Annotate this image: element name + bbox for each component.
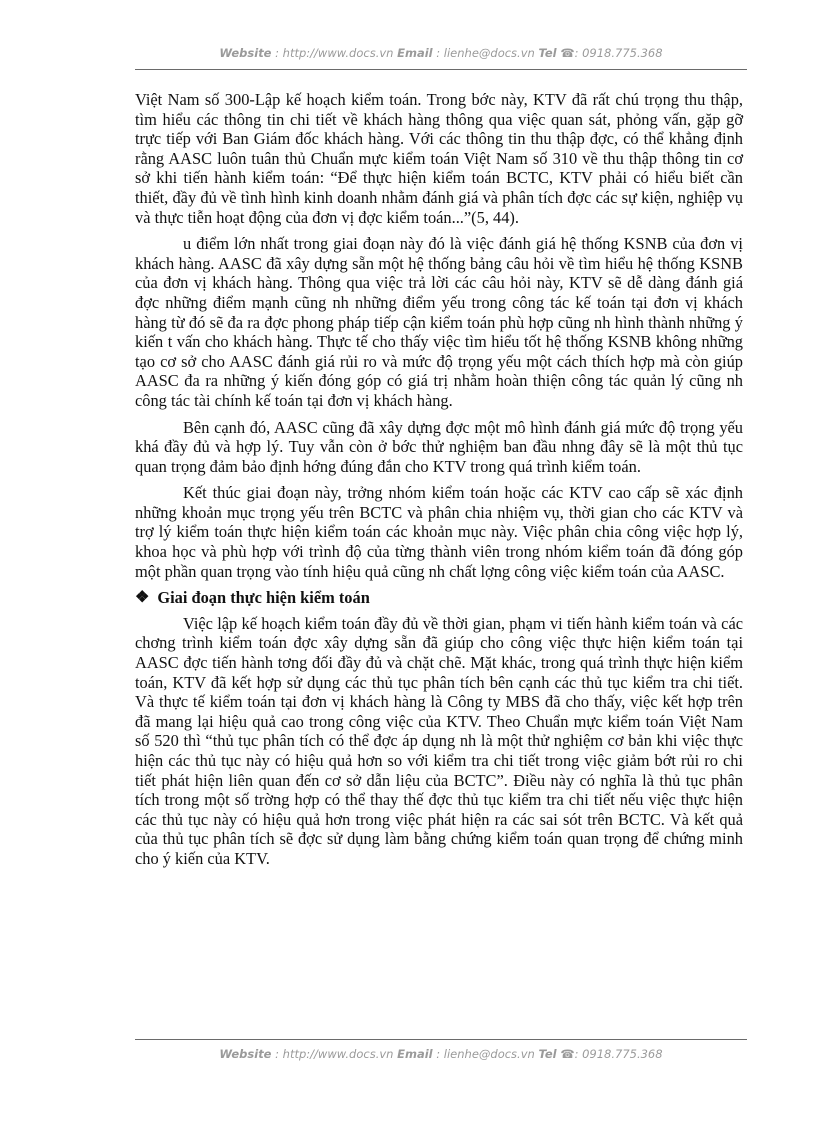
footer-tel-label: Tel xyxy=(538,1047,557,1061)
paragraph-2: u điểm lớn nhất trong giai đoạn này đó là việc đánh giá hệ thống KSNB của đơn vị khách hàng. AASC đã xây dựng sẵn một hệ thống bảng câu hỏi về tìm hiểu hệ thống KSNB của đơn vị khách hàng. Thông qua việc trả lời các câu hỏi này, KTV sẽ dễ dàng đánh giá đợc những điểm mạnh cũng nh những điểm yếu trong công tác kế toán tại đơn vị khách hàng từ đó sẽ đa ra đợc phong pháp tiếp cận kiểm toán phù hợp cũng nh hình thành những ý kiến t vấn cho khách hàng. Thực tế cho thấy việc tìm hiểu tốt hệ thống KSNB không những tạo cơ sở cho AASC đánh giá rủi ro và mức độ trọng yếu một cách thích hợp mà còn giúp AASC đa ra những ý kiến đóng góp có giá trị nhằm hoàn thiện công tác quản lý cũng nh công tác tài chính kế toán tại đơn vị khách hàng. xyxy=(135,234,743,410)
phone-icon: ☎ xyxy=(560,46,575,60)
footer-email-value: : lienhe@docs.vn xyxy=(436,1047,535,1061)
paragraph-4: Kết thúc giai đoạn này, trởng nhóm kiểm toán hoặc các KTV cao cấp sẽ xác định những khoản mục trọng yếu trên BCTC và phân chia nhiệm vụ, thời gian cho các KTV và trợ lý kiểm toán thực hiện kiểm toán các khoản mục này. Việc phân chia công việc hợp lý, khoa học và phù hợp với trình độ của từng thành viên trong nhóm kiểm toán đã đóng góp một phần quan trọng vào tính hiệu quả cũng nh chất lợng công việc kiểm toán của AASC. xyxy=(135,483,743,581)
page-footer xyxy=(135,1047,747,1061)
footer-website-value: : http://www.docs.vn xyxy=(275,1047,394,1061)
header-website-value: : http://www.docs.vn xyxy=(275,46,394,60)
paragraph-5: Việc lập kế hoạch kiểm toán đầy đủ về thời gian, phạm vi tiến hành kiểm toán và các chơng trình kiểm toán đợc xây dựng sẵn đã giúp cho công việc thực hiện kiểm toán tại AASC đợc tiến hành tơng đối đầy đủ và chặt chẽ. Mặt khác, trong quá trình thực hiện kiểm toán, KTV đã kết hợp sử dụng các thủ tục phân tích bên cạnh các thủ tục kiểm tra chi tiết. Và thực tế kiểm toán tại đơn vị khách hàng là Công ty MBS đã cho thấy, việc kết hợp trên đã mang lại hiệu quả cao trong công việc của KTV. Theo Chuẩn mực kiểm toán Việt Nam số 520 thì “thủ tục phân tích có thể đợc áp dụng nh là một thử nghiệm cơ bản khi việc thực hiện các thủ tục này có hiệu quả hơn so với kiểm tra chi tiết trong việc giảm bớt rủi ro chi tiết phát hiện liên quan đến cơ sở dẫn liệu của BCTC”. Điều này có nghĩa là thủ tục phân tích trong một số trờng hợp có thể thay thế đợc thủ tục kiểm tra chi tiết nếu việc thực hiện các thủ tục này có hiệu quả hơn trong việc phát hiện ra các sai sót trên BCTC. Và kết quả của thủ tục phân tích sẽ đợc sử dụng làm bằng chứng kiểm toán quan trọng để chứng minh cho ý kiến của KTV. xyxy=(135,613,743,868)
paragraph-1: Việt Nam số 300-Lập kế hoạch kiểm toán. Trong bớc này, KTV đã rất chú trọng thu thập, tìm hiểu các thông tin chi tiết về khách hàng thông qua việc quan sát, phỏng vấn, gặp gỡ trực tiếp với Ban Giám đốc khách hàng. Với các thông tin thu thập đợc, có thể khẳng định rằng AASC luôn tuân thủ Chuẩn mực kiểm toán Việt Nam số 310 về thu thập thông tin cơ sở khi tiến hành kiểm toán: “Để thực hiện kiểm toán BCTC, KTV phải có hiểu biết cần thiết, đầy đủ về tình hình kinh doanh nhằm đánh giá và phân tích đợc các sự kiện, nghiệp vụ và thực tiễn hoạt động của đơn vị đợc kiểm toán...”(5, 44). xyxy=(135,90,743,227)
header-email-value: : lienhe@docs.vn xyxy=(436,46,535,60)
header-divider xyxy=(135,69,747,70)
header-website-label: Website xyxy=(219,46,272,60)
footer-email-label: Email xyxy=(397,1047,433,1061)
section-heading xyxy=(135,588,743,608)
footer-website-label: Website xyxy=(219,1047,272,1061)
phone-icon: ☎ xyxy=(560,1047,575,1061)
footer-divider xyxy=(135,1039,747,1040)
header-tel-label: Tel xyxy=(538,46,557,60)
document-body xyxy=(135,90,743,876)
footer-tel-value: : 0918.775.368 xyxy=(574,1047,663,1061)
paragraph-3: Bên cạnh đó, AASC cũng đã xây dựng đợc một mô hình đánh giá mức độ trọng yếu khá đầy đủ và hợp lý. Tuy vẫn còn ở bớc thử nghiệm ban đầu nhng đây sẽ là một thủ tục quan trọng đảm bảo định hớng đúng đắn cho KTV trong quá trình kiểm toán. xyxy=(135,417,743,476)
section-heading-text: Giai đoạn thực hiện kiểm toán xyxy=(157,588,370,608)
header-tel-value: : 0918.775.368 xyxy=(574,46,663,60)
four-diamond-bullet-icon: ❖ xyxy=(135,589,150,607)
page-header xyxy=(135,46,747,60)
header-email-label: Email xyxy=(397,46,433,60)
